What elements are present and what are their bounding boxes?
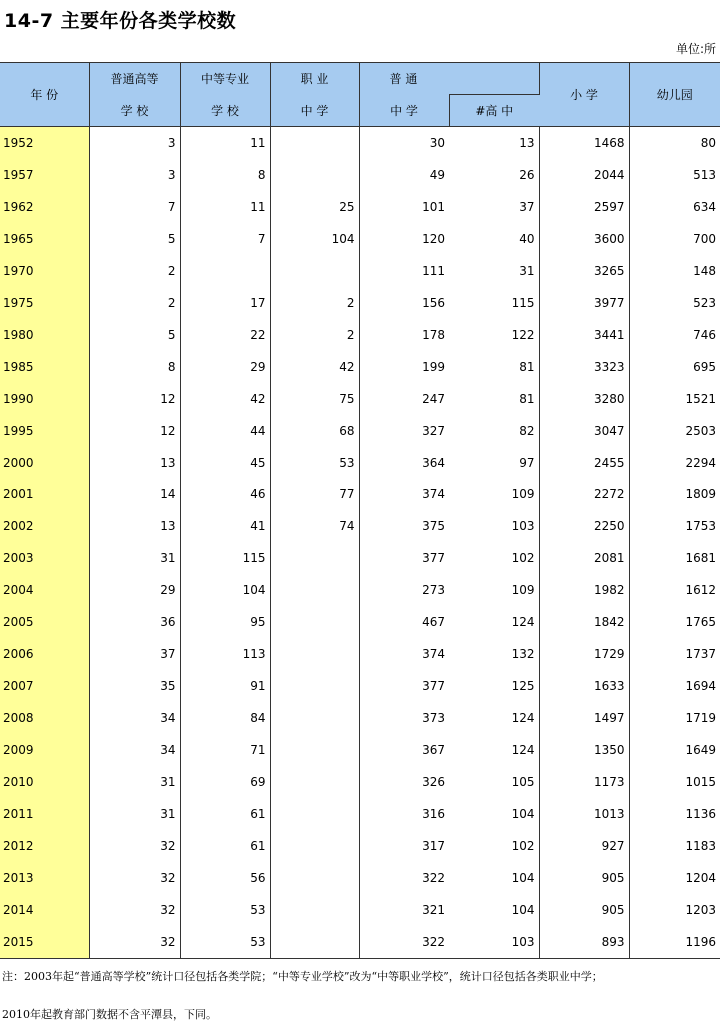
cell-general: 199 [422, 359, 445, 374]
cell-vocational [270, 798, 359, 830]
cell-general: 111 [422, 263, 445, 278]
cell-year: 2011 [0, 798, 89, 830]
table-row [0, 670, 720, 702]
cell-kinder: 148 [693, 263, 717, 278]
cell-secondary: 91 [180, 670, 270, 702]
table-row [0, 447, 720, 479]
cell-higher: 13 [89, 510, 180, 542]
cell-kinder: 523 [693, 295, 717, 310]
cell-vocational [270, 766, 359, 798]
cell-kinder: 695 [693, 359, 717, 374]
cell-secondary: 95 [180, 606, 270, 638]
cell-vocational [270, 638, 359, 670]
cell-primary: 3441 [539, 319, 629, 351]
cell-vocational [270, 159, 359, 191]
header-secondary-line2: 学 校 [180, 95, 270, 127]
cell-primary: 2044 [539, 159, 629, 191]
cell-secondary: 113 [180, 638, 270, 670]
cell-kinder: 700 [693, 231, 717, 246]
cell-senior: 40 [449, 223, 539, 255]
cell-higher: 31 [89, 542, 180, 574]
cell-year: 2010 [0, 766, 89, 798]
cell-senior: 97 [449, 447, 539, 479]
cell-vocational: 42 [270, 351, 359, 383]
cell-higher: 35 [89, 670, 180, 702]
table-row [0, 351, 720, 383]
cell-senior: 82 [449, 415, 539, 447]
cell-secondary: 44 [180, 415, 270, 447]
cell-senior: 125 [449, 670, 539, 702]
cell-primary: 905 [539, 894, 629, 926]
cell-vocational [270, 862, 359, 894]
table-row [0, 478, 720, 510]
cell-higher: 29 [89, 574, 180, 606]
cell-primary: 1173 [539, 766, 629, 798]
cell-secondary: 17 [180, 287, 270, 319]
cell-secondary: 45 [180, 447, 270, 479]
table-row [0, 926, 720, 958]
cell-vocational [270, 926, 359, 958]
cell-kinder: 1204 [685, 870, 717, 885]
cell-general: 120 [422, 231, 445, 246]
cell-kinder: 1765 [685, 615, 717, 630]
schools-table [0, 62, 720, 959]
cell-kinder: 1136 [685, 806, 717, 821]
cell-primary: 1497 [539, 702, 629, 734]
cell-year: 2004 [0, 574, 89, 606]
cell-vocational [270, 606, 359, 638]
cell-primary: 927 [539, 830, 629, 862]
cell-primary: 2455 [539, 447, 629, 479]
cell-secondary: 61 [180, 798, 270, 830]
cell-primary: 3265 [539, 255, 629, 287]
cell-kinder: 1183 [685, 838, 717, 853]
cell-year: 2003 [0, 542, 89, 574]
cell-kinder: 1196 [629, 926, 720, 958]
cell-vocational: 2 [270, 319, 359, 351]
cell-primary: 2081 [539, 542, 629, 574]
cell-general: 322 [422, 870, 445, 885]
cell-kinder: 80 [700, 135, 717, 150]
cell-vocational: 74 [270, 510, 359, 542]
page-title: 14-7 主要年份各类学校数 [4, 10, 237, 32]
cell-higher: 32 [89, 830, 180, 862]
cell-general: 373 [422, 711, 445, 726]
cell-higher: 5 [89, 223, 180, 255]
cell-vocational [270, 670, 359, 702]
cell-secondary: 53 [180, 926, 270, 958]
cell-year: 2006 [0, 638, 89, 670]
cell-primary: 1633 [539, 670, 629, 702]
cell-senior: 102 [449, 830, 539, 862]
cell-higher: 13 [89, 447, 180, 479]
header-kindergarten: 幼儿园 [629, 63, 720, 127]
cell-primary: 1350 [539, 734, 629, 766]
cell-senior: 115 [449, 287, 539, 319]
cell-year: 2007 [0, 670, 89, 702]
cell-secondary: 46 [180, 478, 270, 510]
cell-kinder: 1203 [685, 902, 717, 917]
table-row [0, 574, 720, 606]
cell-higher: 31 [89, 766, 180, 798]
table-row [0, 383, 720, 415]
table-row [0, 159, 720, 191]
cell-year: 2002 [0, 510, 89, 542]
cell-primary: 3280 [539, 383, 629, 415]
table-row [0, 542, 720, 574]
header-general-line2: 中 学 [359, 95, 449, 127]
cell-year: 2012 [0, 830, 89, 862]
cell-kinder: 634 [693, 199, 717, 214]
cell-secondary: 11 [180, 191, 270, 223]
cell-secondary: 104 [180, 574, 270, 606]
header-general-line1: 普 通 [359, 63, 539, 95]
cell-higher: 14 [89, 478, 180, 510]
cell-secondary: 71 [180, 734, 270, 766]
cell-general: 101 [422, 199, 445, 214]
cell-kinder: 1809 [685, 487, 717, 502]
cell-senior: 37 [449, 191, 539, 223]
cell-general: 156 [422, 295, 445, 310]
cell-secondary: 56 [180, 862, 270, 894]
cell-general: 30 [429, 135, 445, 150]
cell-secondary: 61 [180, 830, 270, 862]
cell-higher: 32 [89, 862, 180, 894]
table-row [0, 830, 720, 862]
cell-general: 374 [422, 647, 445, 662]
cell-general: 322 [359, 926, 449, 958]
cell-general: 327 [422, 423, 445, 438]
cell-vocational [270, 894, 359, 926]
table-body [0, 127, 720, 959]
cell-vocational: 68 [270, 415, 359, 447]
cell-senior: 26 [449, 159, 539, 191]
cell-year: 2013 [0, 862, 89, 894]
cell-kinder: 1737 [685, 647, 717, 662]
table-row [0, 702, 720, 734]
header-year: 年 份 [0, 63, 89, 127]
cell-general: 364 [422, 455, 445, 470]
cell-year: 1952 [0, 127, 89, 159]
cell-year: 2005 [0, 606, 89, 638]
cell-secondary: 11 [180, 127, 270, 159]
cell-vocational: 75 [270, 383, 359, 415]
cell-kinder: 1719 [685, 711, 717, 726]
cell-general: 326 [422, 775, 445, 790]
cell-vocational [270, 574, 359, 606]
cell-higher: 5 [89, 319, 180, 351]
cell-general: 273 [422, 583, 445, 598]
cell-kinder: 1649 [685, 743, 717, 758]
cell-year: 1962 [0, 191, 89, 223]
cell-senior: 124 [449, 606, 539, 638]
footnote-line1: 注：2003年起“普通高等学校”统计口径包括各类学院；“中等专业学校”改为“中等职业学校”，统计口径包括各类职业中学； [2, 970, 603, 983]
unit-label: 单位:所 [675, 42, 716, 56]
cell-senior: 102 [449, 542, 539, 574]
cell-kinder: 1753 [685, 519, 717, 534]
cell-primary: 1982 [539, 574, 629, 606]
table-row [0, 798, 720, 830]
cell-kinder: 1612 [685, 583, 717, 598]
header-higher-line2: 学 校 [89, 95, 180, 127]
cell-higher: 2 [89, 287, 180, 319]
cell-vocational: 53 [270, 447, 359, 479]
cell-kinder: 1681 [685, 551, 717, 566]
table-row [0, 894, 720, 926]
cell-senior: 104 [449, 798, 539, 830]
header-primary: 小 学 [539, 63, 629, 127]
cell-primary: 3323 [539, 351, 629, 383]
cell-vocational: 2 [270, 287, 359, 319]
cell-secondary: 42 [180, 383, 270, 415]
cell-vocational: 25 [270, 191, 359, 223]
cell-year: 2008 [0, 702, 89, 734]
cell-vocational [270, 255, 359, 287]
cell-higher: 34 [89, 702, 180, 734]
cell-year: 1965 [0, 223, 89, 255]
cell-primary: 1013 [539, 798, 629, 830]
cell-secondary: 53 [180, 894, 270, 926]
cell-secondary: 22 [180, 319, 270, 351]
cell-primary: 3600 [539, 223, 629, 255]
cell-primary: 1729 [539, 638, 629, 670]
cell-higher: 36 [89, 606, 180, 638]
cell-senior: 103 [449, 510, 539, 542]
cell-primary: 2597 [539, 191, 629, 223]
cell-senior: 31 [449, 255, 539, 287]
cell-general: 178 [422, 327, 445, 342]
cell-vocational [270, 734, 359, 766]
cell-secondary: 29 [180, 351, 270, 383]
table-row [0, 415, 720, 447]
cell-vocational: 104 [270, 223, 359, 255]
cell-kinder: 513 [693, 167, 717, 182]
cell-year: 1985 [0, 351, 89, 383]
cell-year: 2001 [0, 478, 89, 510]
cell-vocational [270, 542, 359, 574]
cell-secondary: 69 [180, 766, 270, 798]
table-row [0, 734, 720, 766]
cell-vocational [270, 830, 359, 862]
table-row [0, 510, 720, 542]
cell-senior: 124 [449, 702, 539, 734]
cell-senior: 81 [449, 351, 539, 383]
cell-secondary: 41 [180, 510, 270, 542]
cell-senior: 105 [449, 766, 539, 798]
table-row [0, 223, 720, 255]
cell-kinder: 2503 [685, 423, 717, 438]
cell-general: 321 [422, 902, 445, 917]
cell-primary: 1468 [539, 127, 629, 159]
footnote-line2: 2010年起教育部门数据不含平潭县，下同。 [2, 1008, 217, 1021]
cell-higher: 34 [89, 734, 180, 766]
cell-year: 1980 [0, 319, 89, 351]
cell-year: 1957 [0, 159, 89, 191]
table-row [0, 255, 720, 287]
cell-year: 2014 [0, 894, 89, 926]
header-higher-line1: 普通高等 [89, 63, 180, 95]
cell-higher: 8 [89, 351, 180, 383]
table-row [0, 319, 720, 351]
cell-general: 377 [422, 551, 445, 566]
cell-senior: 104 [449, 862, 539, 894]
cell-year: 1975 [0, 287, 89, 319]
cell-higher: 3 [89, 159, 180, 191]
table-row [0, 862, 720, 894]
table-row [0, 606, 720, 638]
cell-primary: 2272 [539, 478, 629, 510]
cell-kinder: 1521 [685, 391, 717, 406]
cell-kinder: 746 [693, 327, 717, 342]
table-row [0, 287, 720, 319]
cell-primary: 3047 [539, 415, 629, 447]
table-row [0, 638, 720, 670]
table-row [0, 191, 720, 223]
table-row [0, 127, 720, 159]
cell-higher: 37 [89, 638, 180, 670]
cell-primary: 893 [539, 926, 629, 958]
cell-secondary: 115 [180, 542, 270, 574]
cell-year: 2015 [0, 926, 89, 958]
cell-senior: 81 [449, 383, 539, 415]
cell-higher: 31 [89, 798, 180, 830]
cell-year: 2009 [0, 734, 89, 766]
table-row [0, 766, 720, 798]
cell-general: 374 [422, 487, 445, 502]
cell-kinder: 1694 [685, 679, 717, 694]
cell-secondary: 7 [180, 223, 270, 255]
cell-senior: 132 [449, 638, 539, 670]
header-vocational-line2: 中 学 [270, 95, 359, 127]
cell-secondary: 84 [180, 702, 270, 734]
cell-general: 375 [422, 519, 445, 534]
cell-general: 316 [422, 806, 445, 821]
cell-secondary: 8 [180, 159, 270, 191]
cell-kinder: 1015 [685, 775, 717, 790]
cell-senior: 104 [449, 894, 539, 926]
cell-higher: 7 [89, 191, 180, 223]
cell-higher: 32 [89, 894, 180, 926]
cell-general: 367 [422, 743, 445, 758]
cell-general: 377 [422, 679, 445, 694]
header-senior-high: #高 中 [449, 95, 539, 127]
cell-higher: 12 [89, 383, 180, 415]
cell-general: 467 [422, 615, 445, 630]
cell-vocational [270, 127, 359, 159]
cell-higher: 3 [89, 127, 180, 159]
cell-year: 1990 [0, 383, 89, 415]
cell-senior: 13 [449, 127, 539, 159]
cell-year: 1995 [0, 415, 89, 447]
cell-general: 247 [422, 391, 445, 406]
cell-year: 2000 [0, 447, 89, 479]
header-secondary-line1: 中等专业 [180, 63, 270, 95]
cell-senior: 103 [449, 926, 539, 958]
cell-vocational [270, 702, 359, 734]
cell-senior: 109 [449, 574, 539, 606]
cell-senior: 109 [449, 478, 539, 510]
cell-primary: 2250 [539, 510, 629, 542]
header-vocational-line1: 职 业 [270, 63, 359, 95]
cell-higher: 2 [89, 255, 180, 287]
cell-senior: 124 [449, 734, 539, 766]
cell-kinder: 2294 [685, 455, 717, 470]
cell-higher: 12 [89, 415, 180, 447]
cell-senior: 122 [449, 319, 539, 351]
cell-vocational: 77 [270, 478, 359, 510]
cell-secondary [180, 255, 270, 287]
cell-general: 49 [429, 167, 445, 182]
cell-primary: 905 [539, 862, 629, 894]
cell-higher: 32 [89, 926, 180, 958]
cell-primary: 1842 [539, 606, 629, 638]
cell-primary: 3977 [539, 287, 629, 319]
cell-general: 317 [422, 838, 445, 853]
cell-year: 1970 [0, 255, 89, 287]
